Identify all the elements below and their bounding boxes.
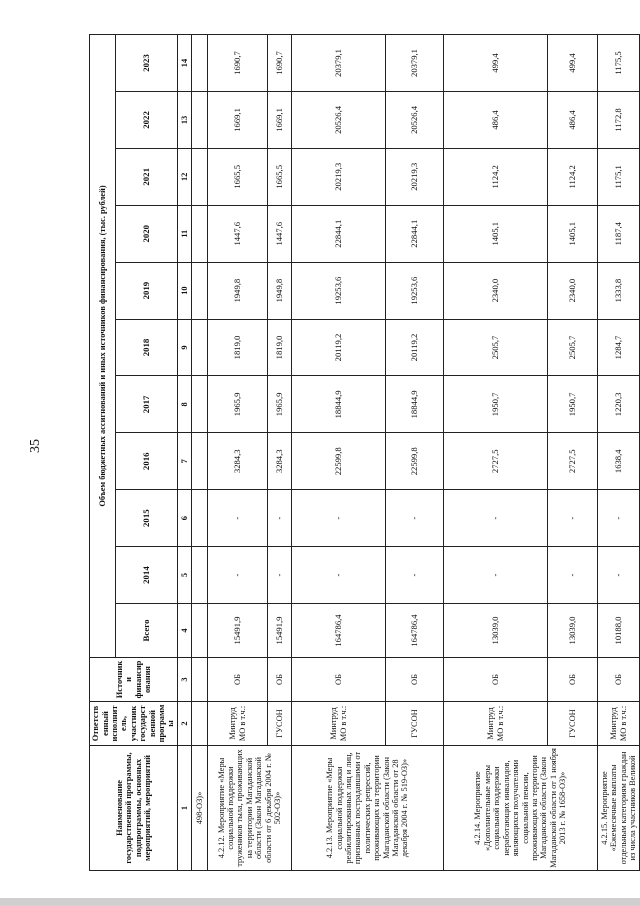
row-executor: ГУСОН: [386, 702, 444, 746]
row-year-value: 1124,2: [548, 148, 598, 205]
row-name: 4.2.14. Мероприятие «Дополнительные меры социальной поддержки неработающих инвалидов, являющихся получателями социальной пенсии, проживающих на территории Магаданской области (Закон Магаданской области от 1 ноября 2013 г. № 1658-ОЗ)»: [444, 746, 598, 871]
row-name: 4.2.15. Мероприятие «Ежемесячные выплаты отдельным категориям граждан из числа участников Великой: [598, 746, 640, 871]
table-row: [292, 35, 386, 871]
row-source: ОБ: [444, 658, 548, 702]
row-year-value: 1665,5: [268, 148, 292, 205]
row-year-value: 20119,2: [386, 319, 444, 376]
row-year-value: 1175,1: [598, 148, 640, 205]
row-total: [192, 604, 208, 658]
row-year-value: 1172,8: [598, 91, 640, 148]
row-year-value: -: [208, 490, 268, 547]
row-executor: Минтруд МО в т.ч.:: [444, 702, 548, 746]
row-year-value: [192, 376, 208, 433]
row-year-value: 2505,7: [444, 319, 548, 376]
row-total: 10188,0: [598, 604, 640, 658]
row-executor: [192, 702, 208, 746]
row-year-value: 1950,7: [444, 376, 548, 433]
column-number: 2: [178, 702, 192, 746]
row-year-value: 20379,1: [386, 35, 444, 92]
row-year-value: 1638,4: [598, 433, 640, 490]
column-number-row: [178, 35, 192, 871]
row-name: 4.2.13. Мероприятие «Меры социальной поддержки реабилитированных лиц и лиц, признанных пострадавшими от политических репрессий, проживающих на территории Магаданской области (Закон Магаданской области от 28 декабря 2004 г. № 519-ОЗ)»: [292, 746, 444, 871]
row-year-value: -: [548, 547, 598, 604]
table-body: [90, 35, 640, 871]
row-year-value: 1220,3: [598, 376, 640, 433]
row-total: 15491,9: [268, 604, 292, 658]
page-number: 35: [28, 439, 43, 453]
row-year-value: 22844,1: [292, 205, 386, 262]
column-number: 11: [178, 205, 192, 262]
table-row: [386, 35, 444, 871]
row-total: 13039,0: [548, 604, 598, 658]
row-year-value: -: [548, 490, 598, 547]
row-year-value: 499,4: [548, 35, 598, 92]
row-year-value: 20219,3: [386, 148, 444, 205]
row-executor: Минтруд МО в т.ч.:: [292, 702, 386, 746]
header-year: 2018: [116, 319, 178, 376]
row-year-value: -: [386, 490, 444, 547]
row-year-value: 19253,6: [292, 262, 386, 319]
row-year-value: 18844,9: [386, 376, 444, 433]
column-number: 7: [178, 433, 192, 490]
rotated-page-content: [89, 35, 637, 871]
row-year-value: -: [268, 547, 292, 604]
table-row: [268, 35, 292, 871]
row-executor: Минтруд МО в т.ч.:: [598, 702, 640, 746]
table-row: [192, 35, 208, 871]
page-bottom-edge: [0, 898, 640, 905]
header-row-group: [90, 35, 116, 871]
row-year-value: [192, 205, 208, 262]
row-source: ОБ: [292, 658, 386, 702]
row-year-value: 1405,1: [444, 205, 548, 262]
header-year: 2023: [116, 35, 178, 92]
table-row: [548, 35, 598, 871]
row-year-value: 1284,7: [598, 319, 640, 376]
row-year-value: 22844,1: [386, 205, 444, 262]
row-year-value: -: [268, 490, 292, 547]
funding-table: [89, 34, 640, 871]
row-year-value: 2505,7: [548, 319, 598, 376]
row-year-value: 1405,1: [548, 205, 598, 262]
column-number: 5: [178, 547, 192, 604]
row-year-value: 1447,6: [208, 205, 268, 262]
header-funding-group: Объем бюджетных ассигнований и иных источников финансирования, (тыс. рублей): [90, 35, 116, 658]
row-year-value: 1669,1: [268, 91, 292, 148]
row-year-value: 1690,7: [208, 35, 268, 92]
table-row: [444, 35, 548, 871]
row-year-value: [192, 319, 208, 376]
row-source: ОБ: [598, 658, 640, 702]
row-source: ОБ: [386, 658, 444, 702]
row-total: 164786,4: [386, 604, 444, 658]
row-year-value: -: [208, 547, 268, 604]
row-total: 13039,0: [444, 604, 548, 658]
header-year: 2020: [116, 205, 178, 262]
row-year-value: 20119,2: [292, 319, 386, 376]
column-number: 12: [178, 148, 192, 205]
row-executor: ГУСОН: [268, 702, 292, 746]
row-year-value: 486,4: [548, 91, 598, 148]
row-year-value: 499,4: [444, 35, 548, 92]
table-row: [208, 35, 268, 871]
table-row: [598, 35, 640, 871]
row-year-value: -: [444, 547, 548, 604]
row-year-value: 1965,9: [208, 376, 268, 433]
row-year-value: 1819,0: [268, 319, 292, 376]
header-year: 2022: [116, 91, 178, 148]
header-year: 2017: [116, 376, 178, 433]
column-number: 8: [178, 376, 192, 433]
row-name: 498-ОЗ)»: [192, 746, 208, 871]
row-year-value: 20219,3: [292, 148, 386, 205]
column-number: 6: [178, 490, 192, 547]
row-year-value: 1949,8: [208, 262, 268, 319]
row-year-value: -: [598, 490, 640, 547]
row-name: 4.2.12. Мероприятие «Меры социальной поддержки тружеников тыла, проживающих на территории Магаданской области (Закон Магаданской области от 6 декабря 2004 г. № 502-ОЗ)»: [208, 746, 292, 871]
row-year-value: 1187,4: [598, 205, 640, 262]
column-number: 9: [178, 319, 192, 376]
row-year-value: 1665,5: [208, 148, 268, 205]
row-year-value: 18844,9: [292, 376, 386, 433]
header-executor: Ответственный исполнитель, участник государственной программы: [90, 702, 178, 746]
column-number: 10: [178, 262, 192, 319]
row-year-value: -: [598, 547, 640, 604]
header-total: Всего: [116, 604, 178, 658]
column-number: 13: [178, 91, 192, 148]
header-year: 2014: [116, 547, 178, 604]
row-year-value: -: [386, 547, 444, 604]
row-year-value: 22599,8: [386, 433, 444, 490]
row-year-value: 1819,0: [208, 319, 268, 376]
row-total: 15491,9: [208, 604, 268, 658]
row-year-value: 1950,7: [548, 376, 598, 433]
row-year-value: 1690,7: [268, 35, 292, 92]
header-source: Источники финансирования: [90, 658, 178, 702]
row-year-value: 20526,4: [386, 91, 444, 148]
row-year-value: 2727,5: [548, 433, 598, 490]
header-year: 2019: [116, 262, 178, 319]
row-year-value: 19253,6: [386, 262, 444, 319]
row-year-value: 20379,1: [292, 35, 386, 92]
header-name: Наименование государственной программы, подпрограммы, основных мероприятий, мероприятий: [90, 746, 178, 871]
row-year-value: 2727,5: [444, 433, 548, 490]
row-year-value: 1669,1: [208, 91, 268, 148]
row-year-value: 1965,9: [268, 376, 292, 433]
row-year-value: [192, 490, 208, 547]
row-year-value: [192, 91, 208, 148]
row-source: [192, 658, 208, 702]
row-year-value: [192, 433, 208, 490]
row-year-value: [192, 148, 208, 205]
row-year-value: [192, 547, 208, 604]
row-source: ОБ: [268, 658, 292, 702]
row-year-value: -: [292, 490, 386, 547]
header-year: 2016: [116, 433, 178, 490]
row-year-value: [192, 35, 208, 92]
column-number: 14: [178, 35, 192, 92]
row-year-value: -: [292, 547, 386, 604]
row-total: 164786,4: [292, 604, 386, 658]
row-source: ОБ: [208, 658, 268, 702]
row-year-value: 3284,3: [208, 433, 268, 490]
header-year: 2021: [116, 148, 178, 205]
row-year-value: 1124,2: [444, 148, 548, 205]
row-year-value: 1175,5: [598, 35, 640, 92]
row-year-value: [192, 262, 208, 319]
row-executor: ГУСОН: [548, 702, 598, 746]
column-number: 1: [178, 746, 192, 871]
row-year-value: 2340,0: [444, 262, 548, 319]
row-year-value: 2340,0: [548, 262, 598, 319]
row-year-value: 486,4: [444, 91, 548, 148]
row-year-value: 1447,6: [268, 205, 292, 262]
header-year: 2015: [116, 490, 178, 547]
row-year-value: 1949,8: [268, 262, 292, 319]
column-number: 4: [178, 604, 192, 658]
row-executor: Минтруд МО в т.ч.:: [208, 702, 268, 746]
row-source: ОБ: [548, 658, 598, 702]
row-year-value: 3284,3: [268, 433, 292, 490]
row-year-value: 22599,8: [292, 433, 386, 490]
column-number: 3: [178, 658, 192, 702]
row-year-value: 20526,4: [292, 91, 386, 148]
row-year-value: 1333,8: [598, 262, 640, 319]
row-year-value: -: [444, 490, 548, 547]
